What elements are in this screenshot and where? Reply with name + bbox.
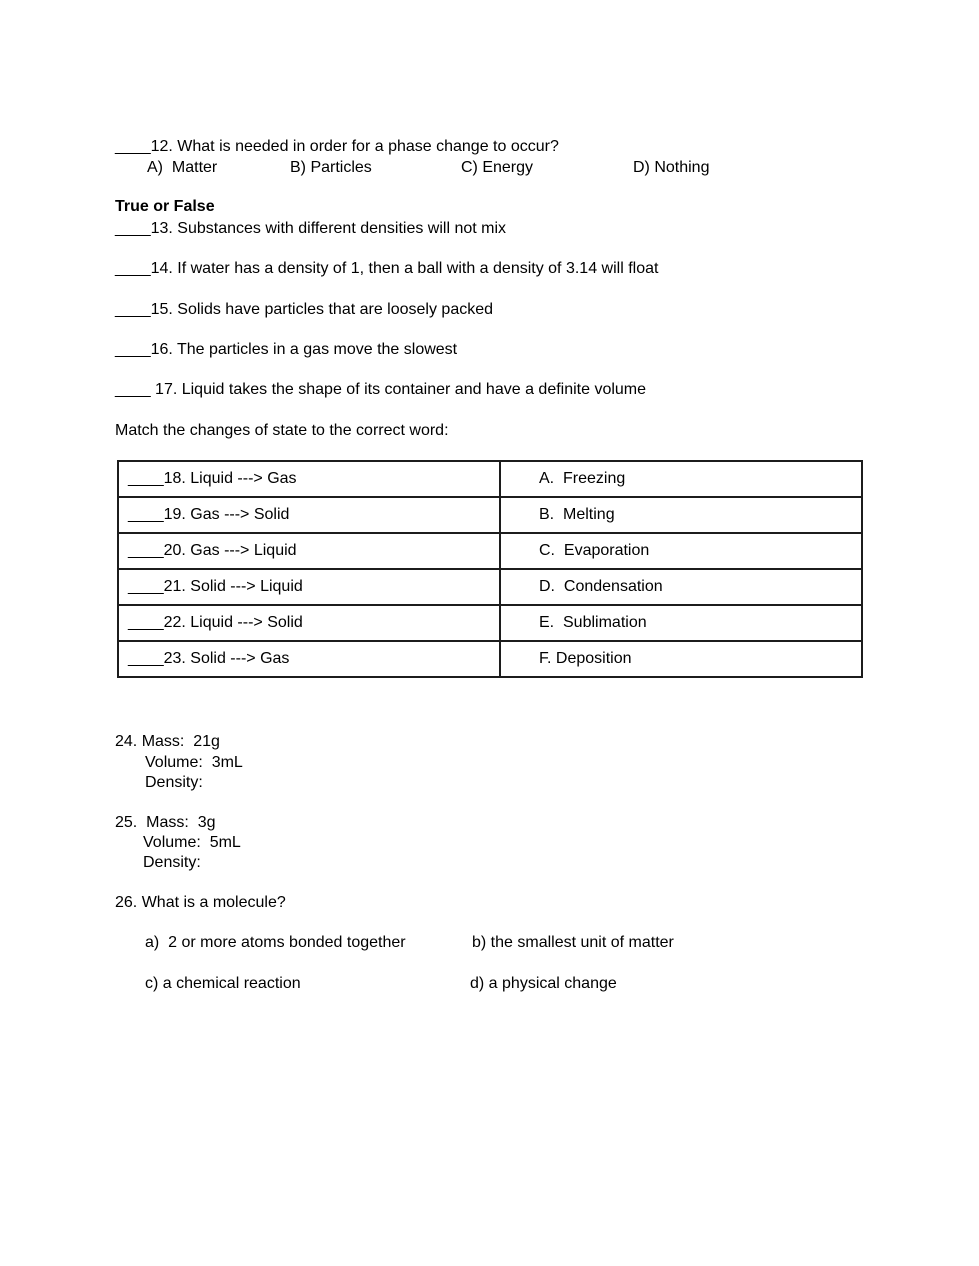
table-row (118, 533, 862, 569)
question-12-option-a: A) Matter (147, 159, 218, 176)
table-row (118, 605, 862, 641)
matching-table (117, 460, 863, 678)
question-26-option-b: b) the smallest unit of matter (472, 934, 674, 951)
true-false-heading: True or False (115, 198, 215, 215)
match-item-19: ____19. Gas ---> Solid (118, 497, 500, 533)
question-12-option-d: D) Nothing (633, 159, 710, 176)
question-26-option-d: d) a physical change (470, 975, 617, 992)
match-choice-b: B. Melting (500, 497, 862, 533)
match-choice-d: D. Condensation (500, 569, 862, 605)
match-item-20: ____20. Gas ---> Liquid (118, 533, 500, 569)
question-26-prompt: 26. What is a molecule? (115, 894, 286, 911)
true-false-item-14: ____14. If water has a density of 1, then a ball with a density of 3.14 will float (115, 260, 659, 277)
match-item-22: ____22. Liquid ---> Solid (118, 605, 500, 641)
question-12-option-c: C) Energy (461, 159, 534, 176)
true-false-item-13: ____13. Substances with different densities will not mix (115, 220, 507, 237)
match-item-18: ____18. Liquid ---> Gas (118, 461, 500, 497)
true-false-item-16: ____16. The particles in a gas move the slowest (115, 341, 458, 358)
table-row (118, 461, 862, 497)
table-row (118, 569, 862, 605)
question-25-mass: 25. Mass: 3g (115, 814, 216, 831)
match-choice-c: C. Evaporation (500, 533, 862, 569)
true-false-item-17: ____ 17. Liquid takes the shape of its container and have a definite volume (115, 381, 647, 398)
question-24-density: Density: (145, 774, 203, 791)
question-12-option-b: B) Particles (290, 159, 372, 176)
question-26-option-a: a) 2 or more atoms bonded together (145, 934, 406, 951)
question-24-volume: Volume: 3mL (145, 754, 243, 771)
question-24-mass: 24. Mass: 21g (115, 733, 220, 750)
match-item-23: ____23. Solid ---> Gas (118, 641, 500, 677)
question-12-prompt: ____12. What is needed in order for a phase change to occur? (115, 138, 559, 155)
table-row (118, 641, 862, 677)
match-choice-f: F. Deposition (500, 641, 862, 677)
matching-instruction: Match the changes of state to the correct word: (115, 422, 449, 439)
question-26-option-c: c) a chemical reaction (145, 975, 301, 992)
true-false-item-15: ____15. Solids have particles that are loosely packed (115, 301, 494, 318)
question-25-volume: Volume: 5mL (143, 834, 241, 851)
match-choice-a: A. Freezing (500, 461, 862, 497)
match-item-21: ____21. Solid ---> Liquid (118, 569, 500, 605)
match-choice-e: E. Sublimation (500, 605, 862, 641)
table-row (118, 497, 862, 533)
question-25-density: Density: (143, 854, 201, 871)
